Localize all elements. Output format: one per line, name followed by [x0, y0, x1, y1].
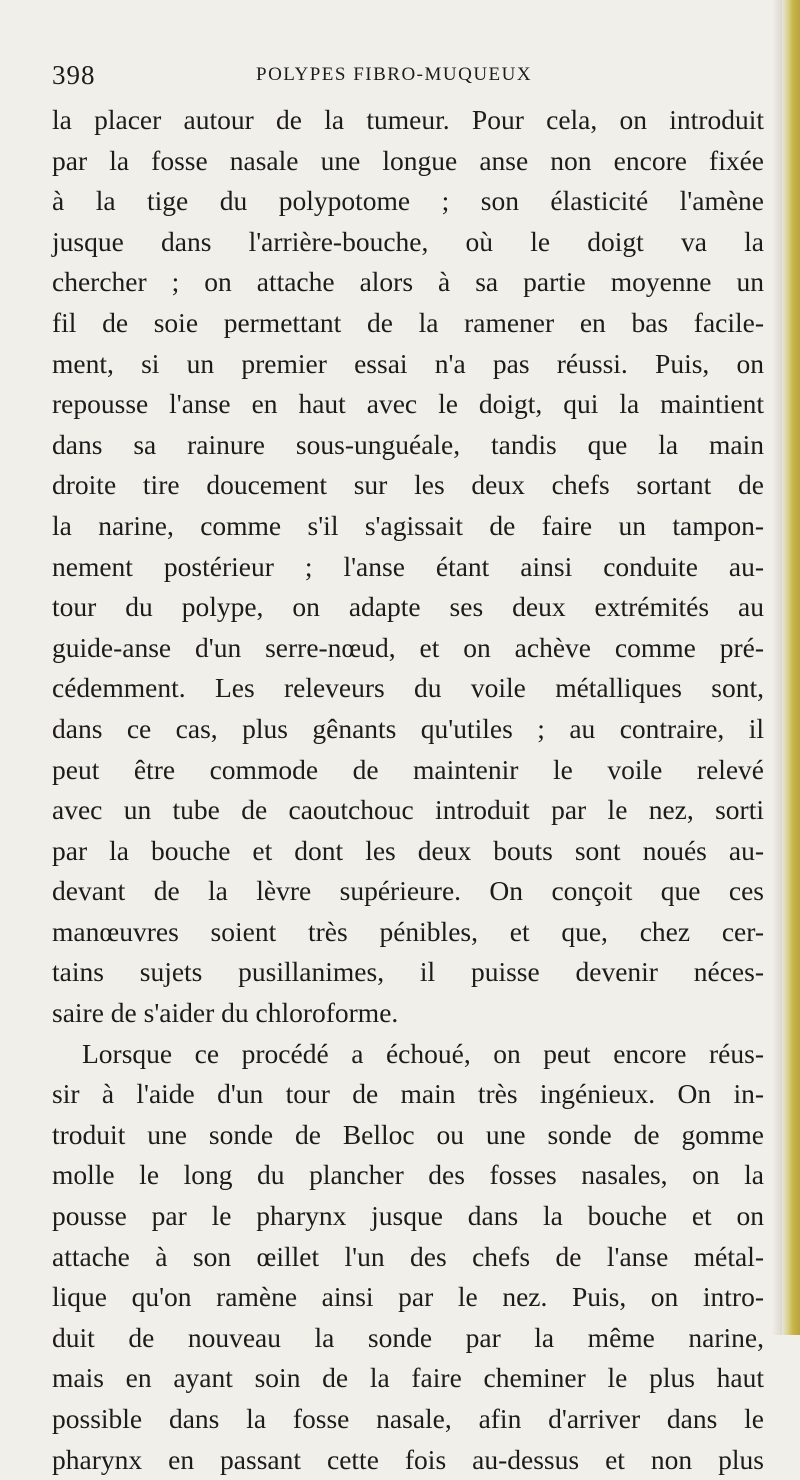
text-line: ment, si un premier essai n'a pas réussi. Puis, on: [52, 347, 764, 379]
text-line: par la bouche et dont les deux bouts sont noués au-: [52, 834, 764, 866]
paragraph-start-line: Lorsque ce procédé a échoué, on peut encore réus-: [82, 1037, 764, 1069]
text-line: la narine, comme s'il s'agissait de faire un tampon-: [52, 509, 764, 541]
text-line: manœuvres soient très pénibles, et que, chez cer-: [52, 915, 764, 947]
paragraph-end-line: saire de s'aider du chloroforme.: [52, 997, 399, 1029]
text-line: dans sa rainure sous-unguéale, tandis que la main: [52, 428, 764, 460]
text-line: droite tire doucement sur les deux chefs sortant de: [52, 469, 764, 501]
text-line: cédemment. Les releveurs du voile métalliques sont,: [52, 672, 764, 704]
text-line: possible dans la fosse nasale, afin d'arriver dans le: [52, 1403, 764, 1434]
text-line: avec un tube de caoutchouc introduit par le nez, sorti: [52, 794, 764, 826]
text-line: pharynx en passant cette fois au-dessus et non plus: [52, 1443, 764, 1475]
page-number: 398: [52, 60, 96, 90]
text-line: tour du polype, on adapte ses deux extrémités au: [52, 591, 764, 623]
text-line: duit de nouveau la sonde par la même narine,: [52, 1321, 764, 1353]
text-line: fil de soie permettant de la ramener en bas facile-: [52, 306, 764, 338]
body-text: [52, 100, 764, 1480]
page-edge-shadow: [772, 0, 782, 1335]
text-line: mais en ayant soin de la faire cheminer le plus haut: [52, 1362, 764, 1394]
text-line: par la fosse nasale une longue anse non encore fixée: [52, 144, 764, 176]
text-line: dans ce cas, plus gênants qu'utiles ; au contraire, il: [52, 712, 764, 744]
page-edge: [782, 0, 800, 1335]
text-line: chercher ; on attache alors à sa partie moyenne un: [52, 266, 764, 298]
text-line: tains sujets pusillanimes, il puisse devenir néces-: [52, 956, 764, 988]
text-line: pousse par le pharynx jusque dans la bouche et on: [52, 1200, 764, 1232]
text-line: peut être commode de maintenir le voile relevé: [52, 753, 764, 785]
text-line: repousse l'anse en haut avec le doigt, qui la maintient: [52, 388, 764, 420]
text-line: troduit une sonde de Belloc ou une sonde de gomme: [52, 1118, 764, 1150]
text-line: attache à son œillet l'un des chefs de l'anse métal-: [52, 1240, 764, 1272]
text-line: à la tige du polypotome ; son élasticité l'amène: [52, 185, 764, 217]
text-line: devant de la lèvre supérieure. On conçoit que ces: [52, 875, 764, 907]
text-line: la placer autour de la tumeur. Pour cela, on introduit: [52, 104, 764, 135]
text-line: lique qu'on ramène ainsi par le nez. Puis, on intro-: [52, 1281, 764, 1313]
text-line: molle le long du plancher des fosses nasales, on la: [52, 1159, 764, 1191]
text-line: guide-anse d'un serre-nœud, et on achève comme pré-: [52, 631, 764, 663]
text-line: sir à l'aide d'un tour de main très ingénieux. On in-: [52, 1078, 764, 1110]
text-line: jusque dans l'arrière-bouche, où le doigt va la: [52, 225, 764, 257]
text-line: nement postérieur ; l'anse étant ainsi conduite au-: [52, 550, 764, 582]
running-title: POLYPES FIBRO-MUQUEUX: [256, 64, 533, 85]
running-head: [52, 60, 752, 96]
